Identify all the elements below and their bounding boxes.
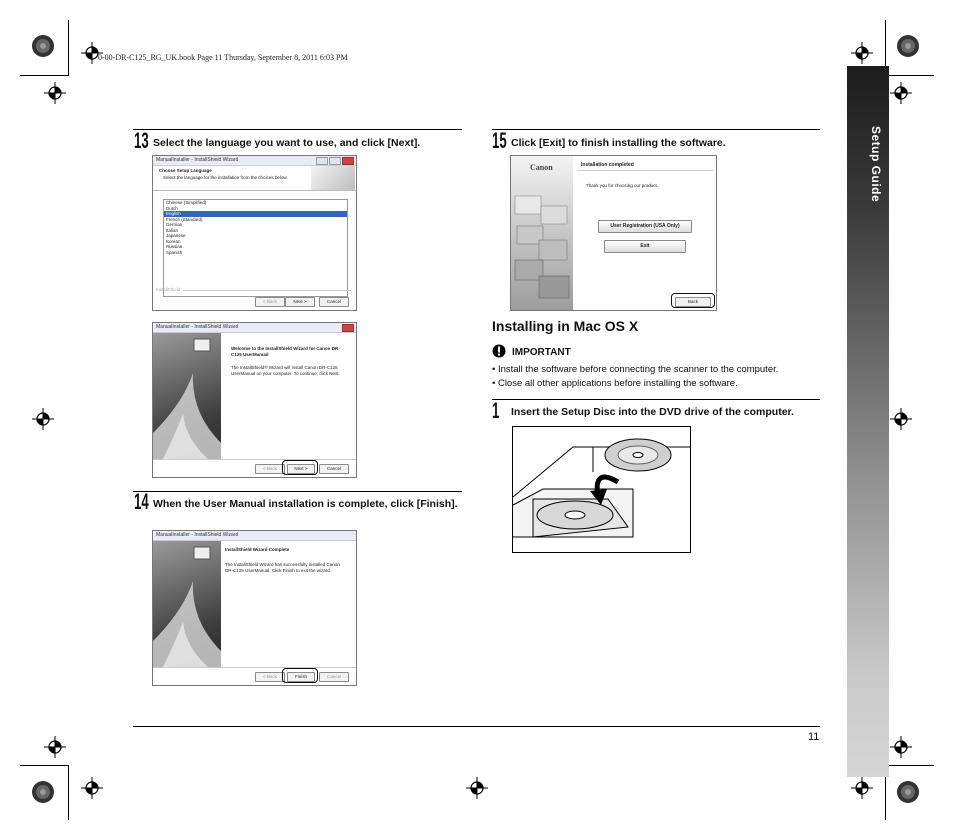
dialog-heading: Installation completed [581, 162, 634, 168]
screenshot-choose-language [152, 155, 357, 311]
wizard-side-graphic [153, 541, 221, 667]
color-rosette-icon [896, 34, 920, 58]
important-label: IMPORTANT [512, 347, 571, 358]
cancel-button[interactable]: Cancel [319, 672, 349, 682]
registration-mark-icon [890, 736, 912, 758]
step-instruction: Click [Exit] to finish installing the software. [511, 137, 726, 149]
book-file-header: 0-00-DR-C125_RG_UK.book Page 11 Thursday, September 8, 2011 6:03 PM [98, 53, 348, 62]
wizard-subtext: Select the language for the installation from the choices below. [163, 175, 288, 180]
cancel-button[interactable]: Cancel [319, 297, 349, 307]
crop-mark [885, 765, 934, 766]
exit-button[interactable]: Exit [604, 240, 686, 253]
window-titlebar: ManualInstaller - InstallShield Wizard [153, 323, 356, 333]
finish-button[interactable]: Finish [287, 672, 315, 682]
crop-mark [68, 765, 69, 820]
section-sidebar-tab [847, 66, 889, 777]
step-instruction: Insert the Setup Disc into the DVD drive of the computer. [511, 406, 794, 418]
crop-mark [885, 75, 934, 76]
window-controls [316, 157, 354, 165]
wizard-heading: InstallShield Wizard Complete [225, 547, 290, 552]
step-instruction: Select the language you want to use, and click [Next]. [153, 137, 421, 149]
crop-mark [68, 20, 69, 75]
important-icon [492, 344, 506, 358]
wizard-heading: Choose Setup Language [159, 168, 212, 173]
highlight-circle [282, 668, 318, 683]
divider [183, 290, 351, 291]
next-button[interactable]: Next > [285, 297, 315, 307]
important-bullet: • Close all other applications before installing the software. [492, 378, 738, 389]
screenshot-welcome-wizard [152, 322, 357, 478]
color-rosette-icon [31, 780, 55, 804]
wizard-side-graphic [153, 333, 221, 459]
language-option[interactable]: Dutch [166, 205, 178, 211]
back-button[interactable]: < Back [255, 464, 285, 474]
step-number: 15 [492, 128, 507, 153]
user-registration-button[interactable]: User Registration (USA Only) [598, 220, 692, 233]
language-option[interactable]: Russian [166, 244, 183, 249]
important-bullet: • Install the software before connecting the scanner to the computer. [492, 364, 779, 375]
color-rosette-icon [896, 780, 920, 804]
heading-rule [577, 170, 713, 171]
sidebar-label: Setup Guide [869, 126, 883, 203]
registration-mark-icon [890, 408, 912, 430]
registration-mark-icon [466, 777, 488, 799]
language-option-selected[interactable]: English [164, 211, 347, 217]
wizard-swoosh-graphic [153, 541, 221, 667]
color-rosette-icon [31, 34, 55, 58]
window-controls [342, 324, 354, 332]
crop-mark [20, 765, 69, 766]
step-rule [133, 129, 462, 130]
step-rule [492, 399, 820, 400]
registration-mark-icon [890, 82, 912, 104]
language-option[interactable]: Spanish [166, 249, 183, 255]
canon-logo: Canon [530, 163, 553, 172]
window-titlebar: ManualInstaller - InstallShield Wizard [153, 531, 356, 541]
language-option[interactable]: French (Standard) [166, 216, 203, 222]
step-instruction: When the User Manual installation is complete, click [Finish]. [153, 498, 458, 510]
step-rule [492, 129, 820, 130]
document-stack-graphic [511, 156, 573, 310]
back-button[interactable]: < Back [255, 672, 285, 682]
wizard-heading: Welcome to the InstallShield Wizard for Canon DR-C125 UserManual [231, 346, 340, 357]
footer-rule [133, 726, 820, 727]
language-option[interactable]: Japanese [166, 233, 186, 238]
screenshot-installation-completed [510, 155, 717, 311]
step-number: 14 [134, 489, 149, 514]
language-list[interactable] [163, 199, 348, 297]
language-option[interactable]: Chinese (Simplified) [166, 200, 207, 205]
back-button[interactable]: < Back [255, 297, 285, 307]
registration-mark-icon [81, 777, 103, 799]
canon-side-panel [511, 156, 573, 310]
registration-mark-icon [851, 42, 873, 64]
language-option[interactable]: Italian [166, 227, 179, 233]
wizard-swoosh-graphic [153, 333, 221, 459]
installshield-brand: InstallShield [156, 287, 181, 292]
divider [153, 459, 356, 460]
registration-mark-icon [851, 777, 873, 799]
section-heading: Installing in Mac OS X [492, 318, 639, 334]
step-rule [133, 491, 462, 492]
back-button[interactable]: Back [675, 297, 711, 307]
step-number: 13 [134, 128, 149, 153]
step-number: 1 [492, 398, 500, 423]
wizard-body: The InstallShield Wizard has successfully installed Canon DR-C125 UserManual. Click Finish to exit the wizard. [225, 562, 340, 573]
cancel-button[interactable]: Cancel [319, 464, 349, 474]
page-number: 11 [808, 731, 820, 743]
thank-you-message: Thank you for choosing our product. [586, 183, 659, 188]
divider [153, 667, 356, 668]
screenshot-wizard-complete [152, 530, 357, 686]
window-titlebar: ManualInstaller - InstallShield Wizard [153, 156, 356, 166]
illustration-insert-disc [512, 426, 691, 553]
next-button[interactable]: Next > [287, 464, 315, 474]
highlight-circle [671, 293, 715, 308]
crop-mark [20, 75, 69, 76]
highlight-circle [282, 460, 318, 475]
registration-mark-icon [44, 82, 66, 104]
registration-mark-icon [44, 736, 66, 758]
wizard-body: The InstallShield® Wizard will install Canon DR-C125 UserManual on your computer. To continue, click Next. [231, 365, 340, 376]
banner-graphic [311, 166, 355, 190]
language-option[interactable]: Korean [166, 238, 181, 244]
language-option[interactable]: German [166, 222, 183, 227]
disc-drive-illustration [513, 427, 690, 552]
registration-mark-icon [32, 408, 54, 430]
